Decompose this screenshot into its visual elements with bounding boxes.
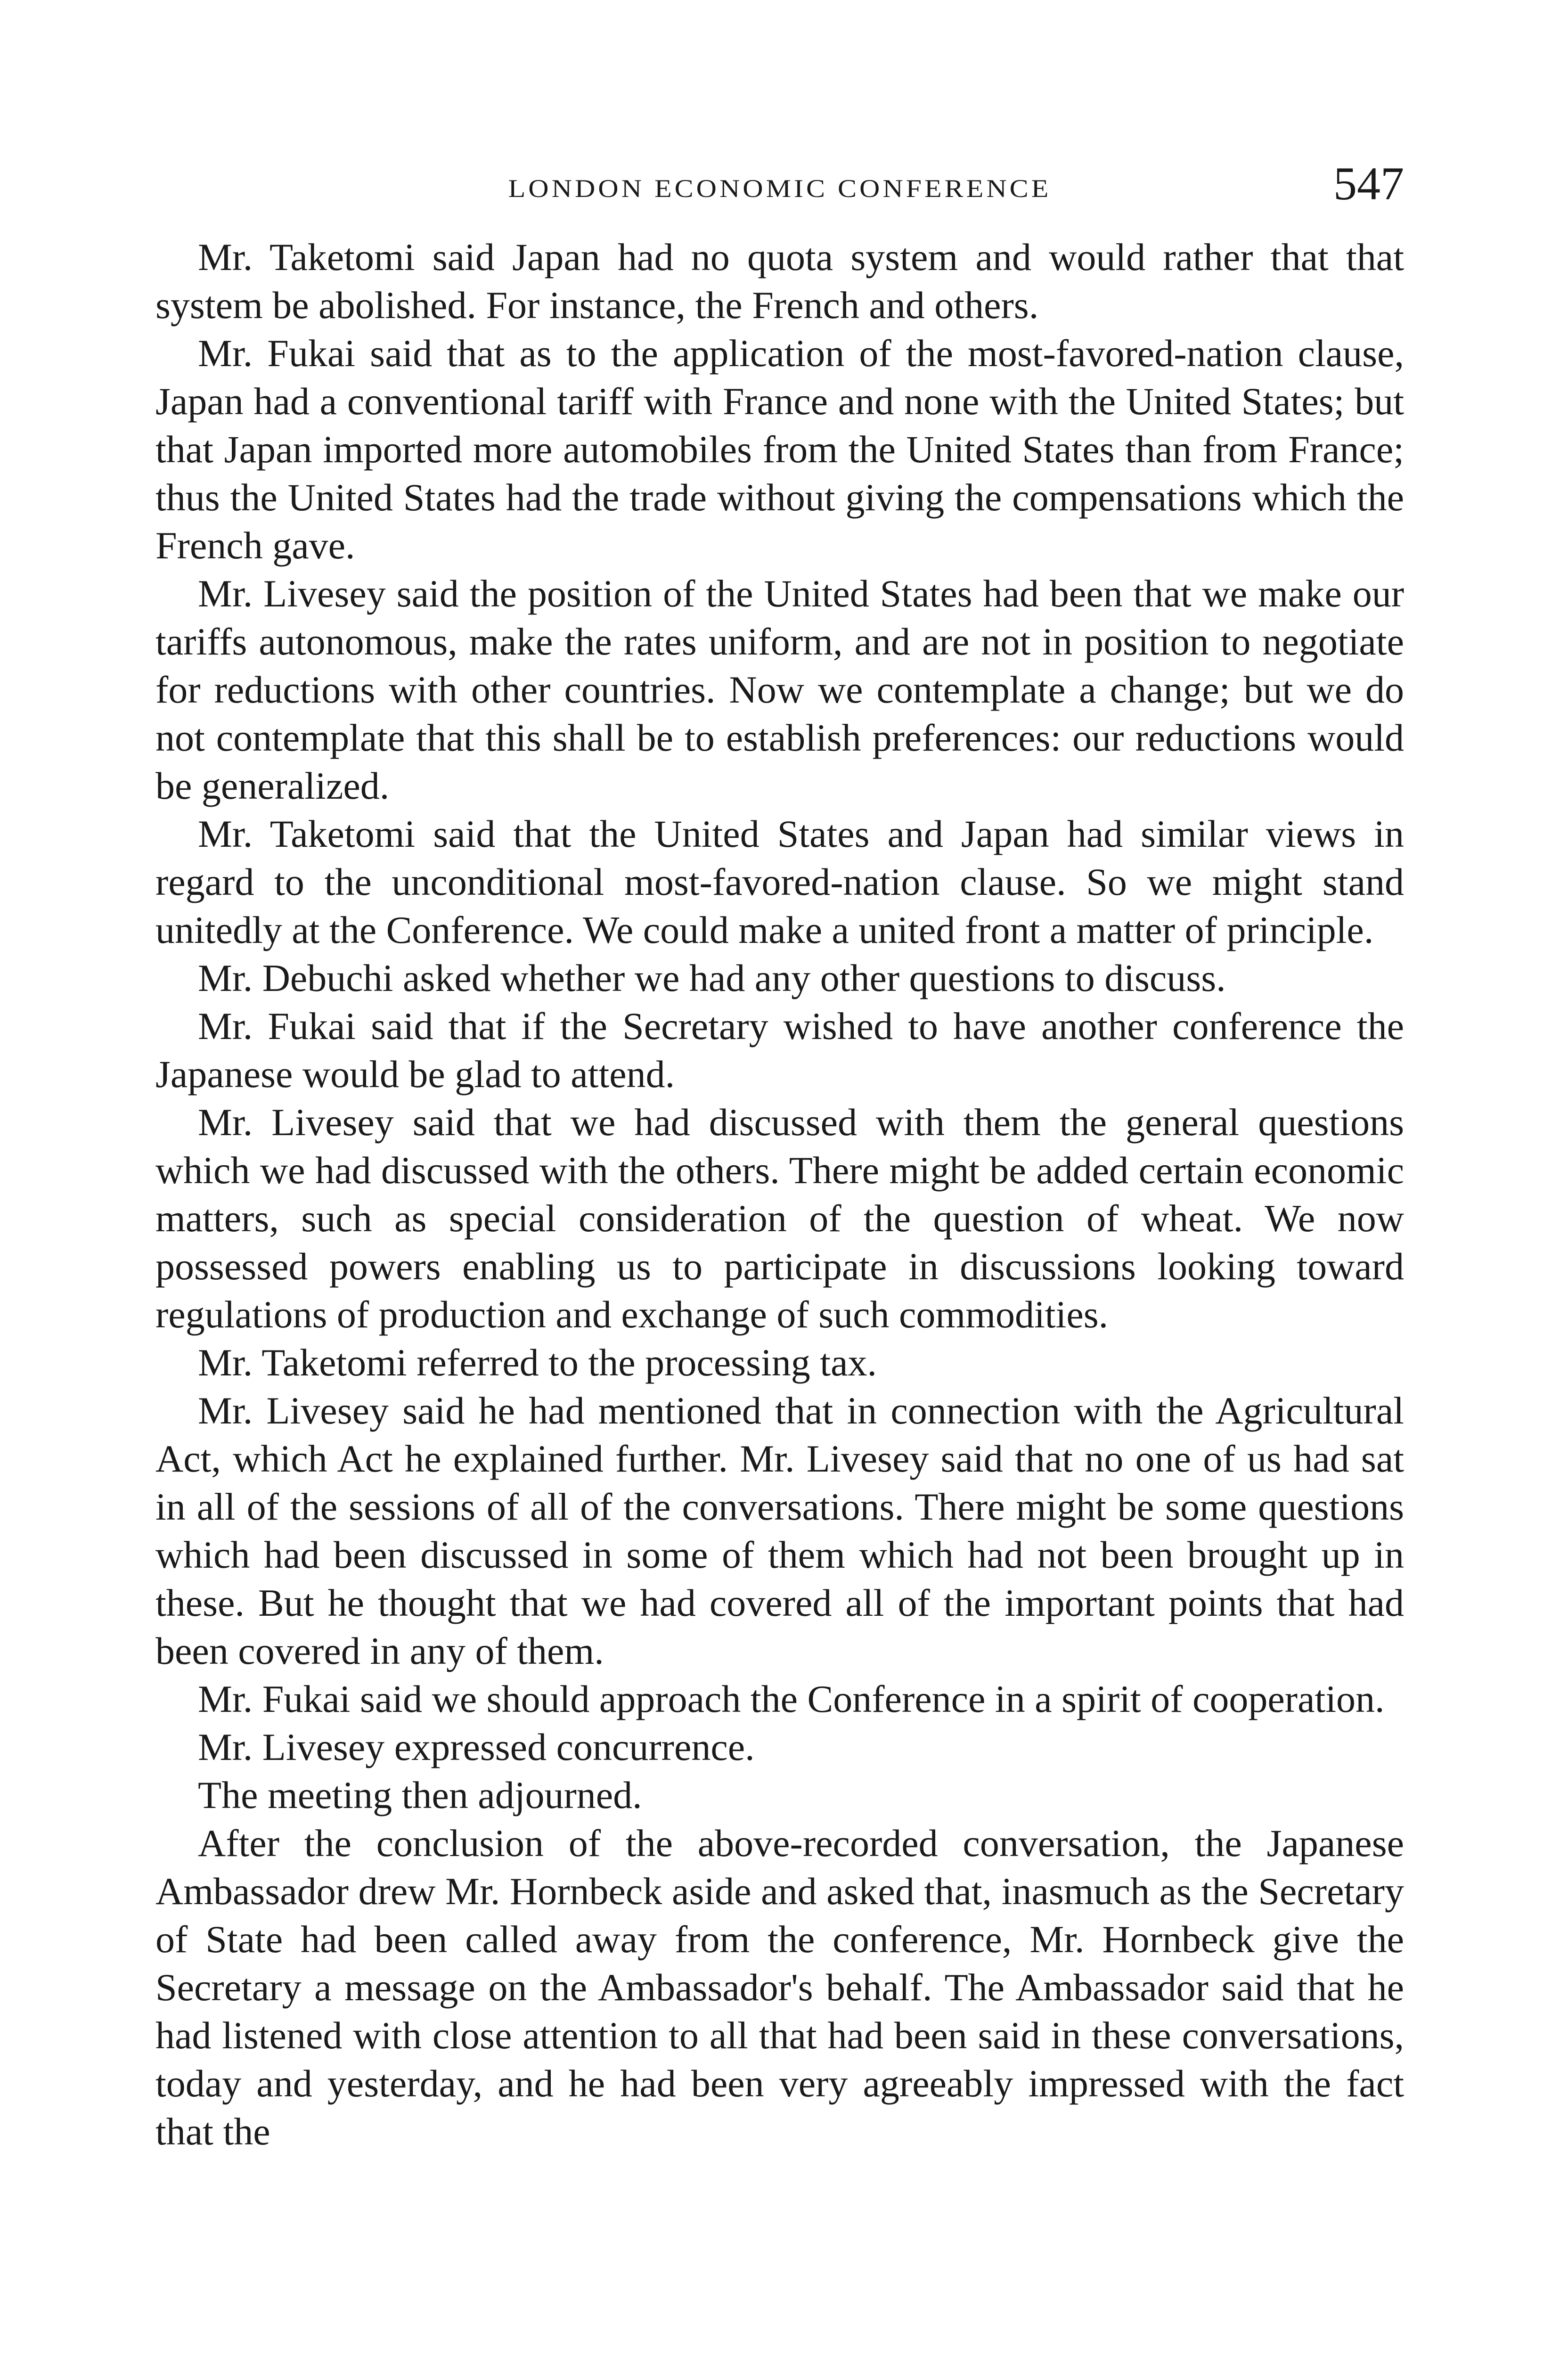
paragraph: Mr. Fukai said that as to the application of the most-favored-nation clause, Japan had a conventional tariff with France and none with the United States; but that Japan imported more automobiles from the United States than from France; thus the United States had the trade without giving the compensations which the French gave. xyxy=(155,332,1404,567)
paragraph: Mr. Livesey said he had mentioned that in connection with the Agricultural Act, which Act he explained further. Mr. Livesey said that no one of us had sat in all of the sessions of all of the conversations. There might be some questions which had been discussed in some of them which had not been brought up in these. But he thought that we had covered all of the important points that had been covered in any of them. xyxy=(155,1389,1404,1672)
page-header xyxy=(155,155,1404,212)
paragraph: Mr. Taketomi said Japan had no quota system and would rather that that system be abolished. For instance, the French and others. xyxy=(155,236,1404,327)
paragraph: Mr. Fukai said we should approach the Conference in a spirit of cooperation. xyxy=(198,1677,1385,1720)
paragraph: The meeting then adjourned. xyxy=(198,1774,642,1816)
paragraph: Mr. Livesey expressed concurrence. xyxy=(198,1726,755,1768)
running-head: LONDON ECONOMIC CONFERENCE xyxy=(508,174,1052,203)
page-number: 547 xyxy=(1333,157,1404,210)
body-text xyxy=(155,233,1404,2156)
paragraph: Mr. Livesey said that we had discussed with them the general questions which we had discussed with the others. There might be added certain economic matters, such as special consideration of the question of wheat. We now possessed powers enabling us to participate in discussions looking toward regulations of production and exchange of such commodities. xyxy=(155,1101,1404,1336)
paragraph: Mr. Fukai said that if the Secretary wished to have another conference the Japanese would be glad to attend. xyxy=(155,1005,1404,1096)
document-page xyxy=(155,155,1404,2356)
paragraph: Mr. Taketomi referred to the processing tax. xyxy=(198,1341,877,1384)
paragraph: Mr. Debuchi asked whether we had any other questions to discuss. xyxy=(198,957,1226,999)
paragraph: Mr. Taketomi said that the United States and Japan had similar views in regard to the unconditional most-favored-nation clause. So we might stand unitedly at the Conference. We could make a united front a matter of principle. xyxy=(155,812,1404,951)
paragraph: After the conclusion of the above-recorded conversation, the Japanese Ambassador drew Mr. Hornbeck aside and asked that, inasmuch as the Secretary of State had been called away from the conference, Mr. Hornbeck give the Secretary a message on the Ambassador's behalf. The Ambassador said that he had listened with close attention to all that had been said in these conversations, today and yesterday, and he had been very agreeably impressed with the fact that the xyxy=(155,1822,1404,2153)
paragraph: Mr. Livesey said the position of the United States had been that we make our tariffs autonomous, make the rates uniform, and are not in position to negotiate for reductions with other countries. Now we contemplate a change; but we do not contemplate that this shall be to establish preferences: our reductions would be generalized. xyxy=(155,572,1404,807)
